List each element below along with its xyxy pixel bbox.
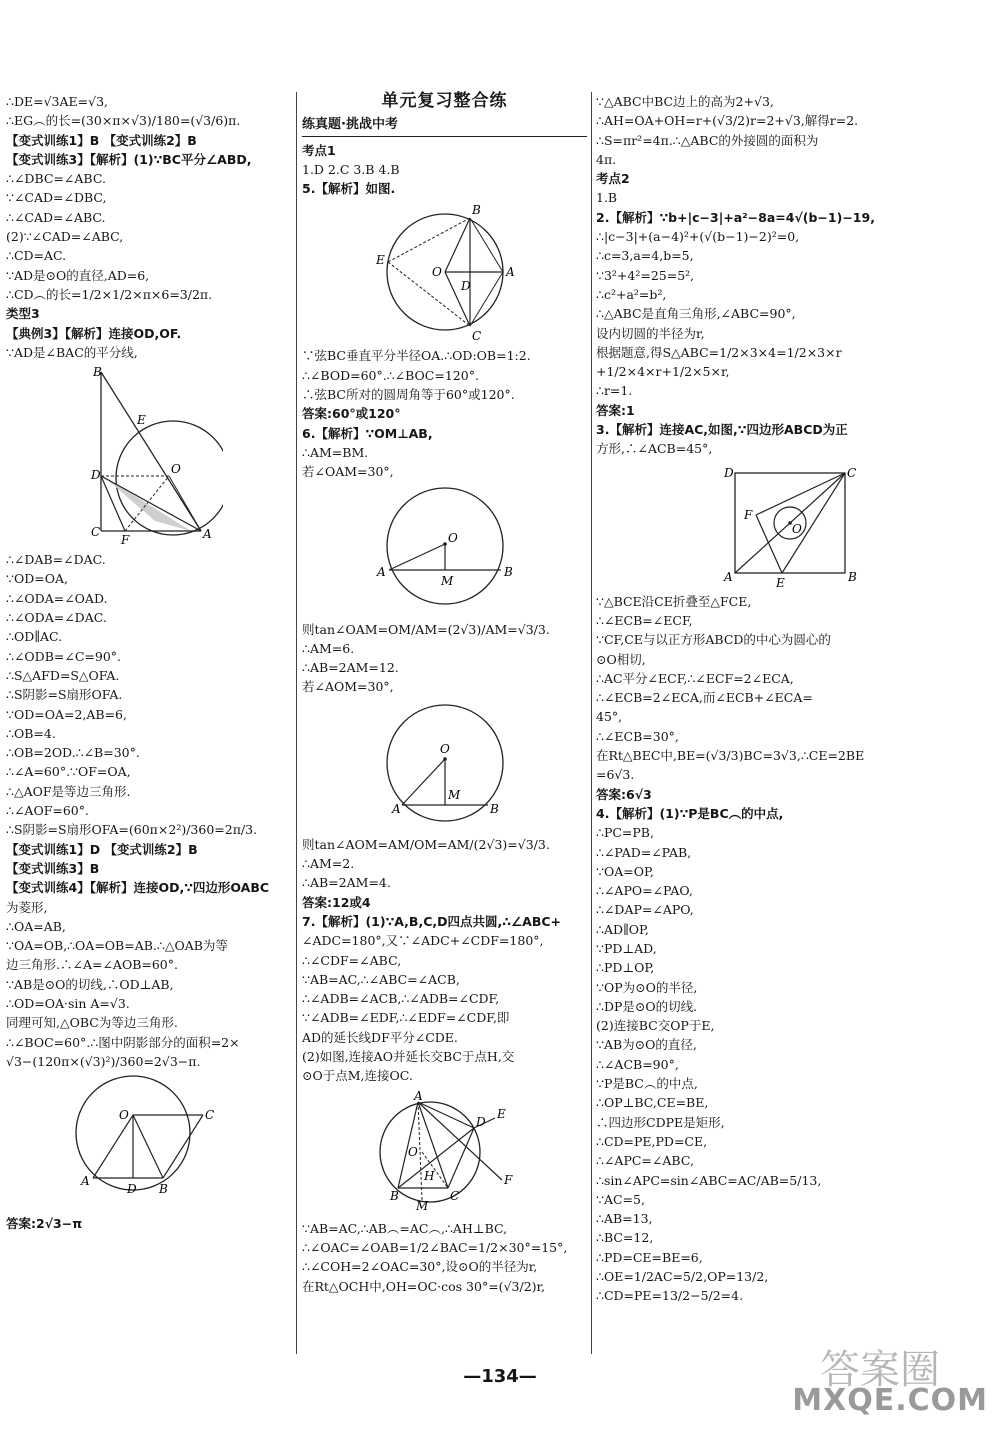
- svg-text:O: O: [171, 462, 181, 477]
- svg-text:A: A: [413, 1089, 423, 1103]
- figure-circle-chord-bc: [370, 202, 520, 342]
- svg-text:E: E: [375, 253, 385, 268]
- svg-text:M: M: [440, 573, 453, 588]
- text-line: ∴OD=OA·sin A=√3.: [6, 995, 130, 1011]
- text-line: ∴∠CAD=∠ABC.: [6, 209, 106, 225]
- text-line: ∴AD∥OP,: [596, 921, 649, 937]
- figure-circle-om-ab-1: [365, 486, 525, 616]
- svg-text:B: B: [389, 1188, 399, 1203]
- svg-text:O: O: [792, 521, 802, 536]
- text-line: 4.【解析】(1)∵P是BC︵的中点,: [596, 805, 784, 821]
- text-line: 7.【解析】(1)∵A,B,C,D四点共圆,∴∠ABC+: [302, 913, 561, 929]
- text-line: ∵∠ADB=∠EDF,∴∠EDF=∠CDF,即: [302, 1010, 510, 1026]
- text-line: 则tan∠OAM=OM/AM=(2√3)/AM=√3/3.: [302, 621, 550, 637]
- text-line: 【变式训练3】B: [6, 860, 100, 876]
- text-line: ∵△ABC中BC边上的高为2+√3,: [596, 94, 774, 109]
- svg-text:M: M: [415, 1198, 428, 1213]
- text-line: 同理可知,△OBC为等边三角形.: [6, 1015, 178, 1031]
- col1-block-a: [6, 92, 290, 362]
- text-line: ∴∠ECB=∠ECF,: [596, 612, 693, 628]
- col3-block-a: [596, 92, 994, 459]
- text-line: ∵PD⊥AD,: [596, 940, 657, 956]
- text-line: ∵AB=AC,∴∠ABC=∠ACB,: [302, 971, 460, 987]
- svg-text:E: E: [496, 1106, 506, 1121]
- text-line: ∴OE=1/2AC=5/2,OP=13/2,: [596, 1269, 769, 1285]
- col2-block-a: [302, 141, 587, 199]
- text-line: ∴∠OAC=∠OAB=1/2∠BAC=1/2×30°=15°,: [302, 1239, 568, 1255]
- text-line: 边三角形.∴∠A=∠AOB=60°.: [6, 957, 178, 973]
- svg-text:A: A: [505, 265, 515, 280]
- text-line: 【变式训练4】【解析】连接OD,∵四边形OABC: [6, 880, 270, 896]
- text-line: ∵弦BC垂直平分半径OA.∴OD:OB=1:2.: [302, 348, 531, 364]
- text-line: ∴弦BC所对的圆周角等于60°或120°.: [302, 387, 515, 403]
- text-line: ∴∠ADB=∠ACB,∴∠ADB=∠CDF,: [302, 991, 500, 1007]
- svg-text:B: B: [503, 564, 513, 579]
- text-line: ∵CF,CE与以正方形ABCD的中心为圆心的: [596, 632, 831, 648]
- text-line: 1.D 2.C 3.B 4.B: [302, 161, 400, 177]
- svg-text:E: E: [137, 413, 146, 428]
- col2-block-c: [302, 620, 587, 697]
- text-line: 设内切圆的半径为r,: [596, 325, 705, 341]
- svg-text:H: H: [423, 1168, 434, 1183]
- text-line: ∴OB=2OD.∴∠B=30°.: [6, 745, 140, 761]
- text-line: ∴DE=√3AE=√3,: [6, 94, 109, 109]
- svg-text:C: C: [471, 329, 481, 343]
- svg-text:A: A: [81, 1174, 90, 1189]
- column-middle: [302, 92, 587, 1296]
- text-line: ∴AM=6.: [302, 640, 355, 656]
- text-line: ⊙O相切,: [596, 651, 646, 667]
- text-line: ∵AD是⊙O的直径,AD=6,: [6, 267, 150, 283]
- text-line: ∴AM=BM.: [302, 444, 369, 460]
- column-divider-1: [296, 92, 297, 1354]
- text-line: ⊙O于点M,连接OC.: [302, 1068, 413, 1084]
- text-line: ∴∠ACB=90°,: [596, 1056, 679, 1072]
- text-line: 答案:6√3: [596, 786, 652, 802]
- text-line: ∴AB=2AM=12.: [302, 660, 399, 676]
- col2-block-e: [302, 1219, 587, 1296]
- text-line: ∴CD=PE=13/2−5/2=4.: [596, 1288, 744, 1304]
- text-line: ∴CD=AC.: [6, 248, 67, 264]
- text-line: ∴c²+a²=b²,: [596, 286, 667, 302]
- col2-block-d: [302, 835, 587, 1086]
- svg-text:O: O: [119, 1108, 129, 1123]
- text-line: ∵AB是⊙O的切线,∴OD⊥AB,: [6, 976, 174, 992]
- text-line: +1/2×4×r+1/2×5×r,: [596, 364, 730, 380]
- text-line: ∴∠DAP=∠APO,: [596, 902, 694, 918]
- svg-text:B: B: [489, 801, 499, 816]
- text-line: ∴∠ODA=∠DAC.: [6, 610, 107, 626]
- watermark-text: MXQE.COM: [792, 1383, 988, 1418]
- text-line: ∵OA=OP,: [596, 863, 654, 879]
- text-line: 在Rt△BEC中,BE=(√3/3)BC=3√3,∴CE=2BE: [596, 748, 865, 764]
- text-line: ∴AC平分∠ECF,∴∠ECF=2∠ECA,: [596, 670, 794, 686]
- svg-text:B: B: [159, 1182, 168, 1197]
- text-line: ∴∠AOF=60°.: [6, 803, 89, 819]
- figure-square-fold: [720, 463, 870, 588]
- text-line: ∵OA=OB,∴OA=OB=AB.∴△OAB为等: [6, 938, 228, 954]
- text-line: 1.B: [596, 190, 618, 206]
- text-line: (2)∵∠CAD=∠ABC,: [6, 229, 124, 245]
- text-line: =6√3.: [596, 767, 635, 783]
- text-line: ∴∠BOC=60°.∴图中阴影部分的面积=2×: [6, 1034, 240, 1050]
- text-line: 45°,: [596, 709, 623, 725]
- svg-text:F: F: [121, 533, 130, 547]
- text-line: 方形,∴∠ACB=45°,: [596, 441, 713, 457]
- text-line: ∴PD=CE=BE=6,: [596, 1249, 703, 1265]
- text-line: ∵AD是∠BAC的平分线,: [6, 344, 138, 360]
- text-line: ∴∠PAD=∠PAB,: [596, 844, 692, 860]
- text-line: ∴∠ODA=∠OAD.: [6, 590, 108, 606]
- text-line: 则tan∠AOM=AM/OM=AM/(2√3)=√3/3.: [302, 836, 550, 852]
- text-line: ∴S=πr²=4π.∴△ABC的外接圆的面积为: [596, 132, 819, 148]
- text-line: ∴DP是⊙O的切线.: [596, 998, 698, 1014]
- svg-text:C: C: [847, 465, 857, 480]
- text-line: ∵∠CAD=∠DBC,: [6, 190, 107, 206]
- svg-text:B: B: [93, 366, 102, 380]
- text-line: ∴S△AFD=S△OFA.: [6, 667, 120, 683]
- text-line: ∴∠APO=∠PAO,: [596, 883, 693, 899]
- text-line: ∴AB=2AM=4.: [302, 875, 391, 891]
- text-line: 考点2: [596, 171, 630, 187]
- svg-text:C: C: [91, 525, 101, 540]
- text-line: ∴AB=13,: [596, 1211, 653, 1227]
- figure-rhombus-circle: [73, 1075, 223, 1210]
- col1-block-b: [6, 550, 290, 1071]
- text-line: ∴BC=12,: [596, 1230, 654, 1246]
- text-line: ∴∠BOD=60°.∴∠BOC=120°.: [302, 367, 479, 383]
- svg-text:O: O: [447, 530, 458, 545]
- text-line: ∴△ABC是直角三角形,∠ABC=90°,: [596, 306, 796, 322]
- svg-text:D: D: [91, 468, 101, 483]
- text-line: ∴∠DAB=∠DAC.: [6, 552, 106, 568]
- text-line: 【变式训练1】D 【变式训练2】B: [6, 841, 198, 857]
- svg-text:M: M: [447, 787, 460, 802]
- text-line: ∴OA=AB,: [6, 918, 66, 934]
- text-line: ∴|c−3|+(a−4)²+(√(b−1)−2)²=0,: [596, 229, 800, 245]
- text-line: ∴S阴影=S扇形OFA.: [6, 687, 123, 703]
- text-line: ∴r=1.: [596, 383, 633, 399]
- text-line: ∴CD︵的长=1/2×1/2×π×6=3/2π.: [6, 286, 213, 302]
- text-line: 在Rt△OCH中,OH=OC·cos 30°=(√3/2)r,: [302, 1278, 546, 1294]
- text-line: 【变式训练1】B 【变式训练2】B: [6, 132, 197, 148]
- text-line: ∠ADC=180°,又∵∠ADC+∠CDF=180°,: [302, 933, 544, 949]
- text-line: ∴OD∥AC.: [6, 629, 63, 645]
- text-line: ∴∠ECB=2∠ECA,而∠ECB+∠ECA=: [596, 690, 813, 706]
- text-line: ∵P是BC︵的中点,: [596, 1076, 698, 1092]
- text-line: ∴CD=PE,PD=CE,: [596, 1133, 708, 1149]
- text-line: ∴OP⊥BC,CE=BE,: [596, 1095, 709, 1111]
- svg-text:C: C: [205, 1108, 215, 1123]
- figure-cyclic-quadrilateral: [370, 1090, 520, 1215]
- text-line: (2)连接BC交OP于E,: [596, 1018, 715, 1034]
- text-line: AD的延长线DF平分∠CDE.: [302, 1029, 458, 1045]
- text-line: 答案:1: [596, 402, 635, 418]
- text-line: (2)如图,连接AO并延长交BC于点H,交: [302, 1049, 515, 1065]
- text-line: 【变式训练3】【解析】(1)∵BC平分∠ABD,: [6, 151, 252, 167]
- text-line: ∴EG︵的长=(30×π×√3)/180=(√3/6)π.: [6, 113, 241, 129]
- svg-text:A: A: [391, 801, 401, 816]
- text-line: 5.【解析】如图.: [302, 181, 396, 197]
- text-line: 【典例3】【解析】连接OD,OF.: [6, 325, 182, 341]
- figure-triangle-circle: [73, 366, 223, 546]
- svg-text:D: D: [460, 279, 471, 294]
- svg-text:F: F: [744, 507, 753, 522]
- text-line: √3−(120π×(√3)²)/360=2√3−π.: [6, 1053, 201, 1069]
- svg-text:D: D: [127, 1182, 137, 1197]
- text-line: ∴OB=4.: [6, 725, 56, 741]
- text-line: ∴PD⊥OP,: [596, 960, 655, 976]
- text-line: ∴AH=OA+OH=r+(√3/2)r=2+√3,解得r=2.: [596, 113, 859, 129]
- text-line: ∵OP为⊙O的半径,: [596, 979, 698, 995]
- text-line: 为菱形,: [6, 899, 48, 915]
- text-line: ∴PC=PB,: [596, 825, 654, 841]
- svg-text:B: B: [471, 203, 481, 218]
- svg-text:F: F: [503, 1172, 512, 1187]
- text-line: ∴∠APC=∠ABC,: [596, 1153, 694, 1169]
- text-line: 2.【解析】∵b+|c−3|+a²−8a=4√(b−1)−19,: [596, 209, 875, 225]
- svg-text:E: E: [776, 575, 785, 588]
- text-line: 4π.: [596, 151, 617, 167]
- watermark-logo: 答案圈: [820, 1347, 940, 1393]
- svg-text:O: O: [431, 265, 442, 280]
- col3-block-b: [596, 592, 994, 1306]
- text-line: 根据题意,得S△ABC=1/2×3×4=1/2×3×r: [596, 344, 842, 360]
- text-line: ∵AC=5,: [596, 1191, 645, 1207]
- text-line: ∴sin∠APC=sin∠ABC=AC/AB=5/13,: [596, 1172, 822, 1188]
- text-line: 若∠OAM=30°,: [302, 464, 394, 480]
- page-number: —134—: [463, 1366, 537, 1387]
- text-line: ∴S阴影=S扇形OFA=(60π×2²)/360=2π/3.: [6, 822, 258, 838]
- svg-text:A: A: [376, 564, 386, 579]
- text-line: ∴∠ECB=30°,: [596, 728, 679, 744]
- svg-text:B: B: [848, 569, 857, 584]
- text-line: ∴∠DBC=∠ABC.: [6, 171, 106, 187]
- text-line: 类型3: [6, 306, 40, 322]
- text-line: ∴c=3,a=4,b=5,: [596, 248, 694, 264]
- text-line: ∴∠COH=2∠OAC=30°,设⊙O的半径为r,: [302, 1259, 538, 1275]
- svg-text:O: O: [407, 1144, 418, 1159]
- svg-text:D: D: [475, 1114, 486, 1129]
- text-line: 6.【解析】∵OM⊥AB,: [302, 425, 433, 441]
- figure-circle-om-ab-2: [370, 701, 520, 831]
- page-title: 单元复习整合练: [381, 91, 508, 111]
- svg-text:A: A: [724, 569, 733, 584]
- text-line: ∵OD=OA,: [6, 571, 68, 587]
- text-line: ∴∠A=60°.∵OF=OA,: [6, 764, 131, 780]
- col1-answer: 答案:2√3−π: [6, 1216, 83, 1232]
- text-line: ∵AB为⊙O的直径,: [596, 1037, 697, 1053]
- text-line: 若∠AOM=30°,: [302, 679, 394, 695]
- column-right: [596, 92, 994, 1306]
- col2-block-b: [302, 346, 587, 481]
- svg-text:D: D: [724, 465, 734, 480]
- column-left: [6, 92, 290, 1233]
- text-line: 考点1: [302, 142, 336, 158]
- text-line: ∵OD=OA=2,AB=6,: [6, 706, 127, 722]
- section-heading: 练真题·挑战中考: [302, 115, 587, 136]
- text-line: 答案:60°或120°: [302, 406, 401, 422]
- text-line: ∵AB=AC,∴AB︵=AC︵,∴AH⊥BC,: [302, 1220, 508, 1236]
- text-line: ∴四边形CDPE是矩形,: [596, 1114, 725, 1130]
- svg-text:A: A: [203, 527, 212, 542]
- svg-text:C: C: [449, 1188, 459, 1203]
- text-line: ∴△AOF是等边三角形.: [6, 783, 131, 799]
- column-divider-2: [591, 92, 592, 1354]
- text-line: ∴AM=2.: [302, 856, 355, 872]
- text-line: ∴∠ODB=∠C=90°.: [6, 648, 121, 664]
- svg-text:O: O: [439, 741, 450, 756]
- text-line: ∴∠CDF=∠ABC,: [302, 952, 402, 968]
- text-line: ∵3²+4²=25=5²,: [596, 267, 695, 283]
- text-line: 答案:12或4: [302, 894, 371, 910]
- text-line: ∵△BCE沿CE折叠至△FCE,: [596, 593, 752, 609]
- text-line: 3.【解析】连接AC,如图,∵四边形ABCD为正: [596, 422, 848, 438]
